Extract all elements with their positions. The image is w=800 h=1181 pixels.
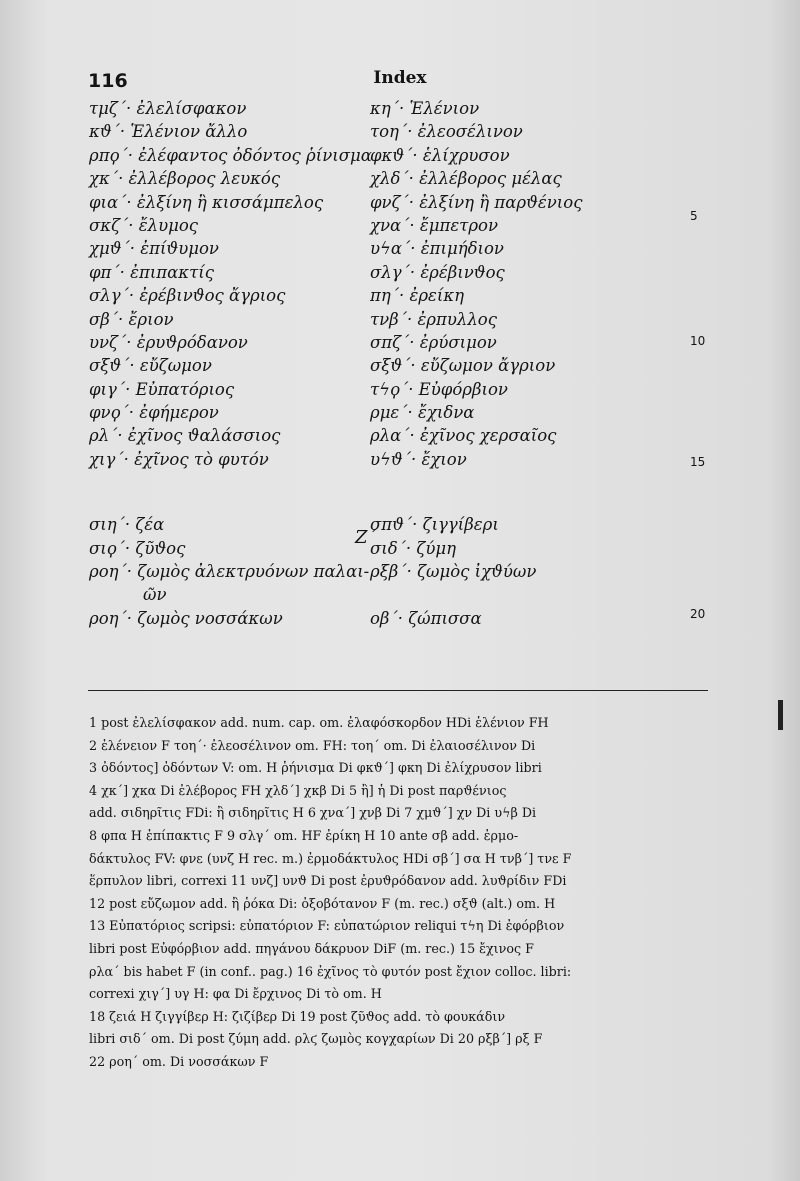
apparatus-line: ρλα΄ bis habet F (in conf.. pag.) 16 ἐχῖνος τὸ φυτόν post ἔχιον colloc. libri: xyxy=(89,963,572,979)
index-entry: φνζ΄· ἐλξίνη ἢ παρϑένιος xyxy=(370,192,583,212)
page-number: 116 xyxy=(88,70,128,92)
section-letter-zeta: Ζ΄ xyxy=(355,527,377,548)
index-entry: ρπϙ΄· ἐλέφαντος ὀδόντος ῥίνισμα xyxy=(89,145,372,165)
index-entry: οβ΄· ζώπισσα xyxy=(370,608,482,628)
index-entry: χμϑ΄· ἐπίϑυμον xyxy=(89,239,219,259)
index-entry: τϟϙ΄· Εὐφόρβιον xyxy=(370,379,508,399)
apparatus-line: 22 ροη΄ om. Di νοσσάκων F xyxy=(89,1053,269,1069)
index-entry: φπ΄· ἐπιπακτίς xyxy=(89,262,214,282)
index-entry: σβ΄· ἔριον xyxy=(89,309,174,329)
index-entry: ρμε΄· ἔχιδνα xyxy=(370,403,475,423)
apparatus-line: δάκτυλος FV: φνε (υνζ H rec. m.) ἐρμοδάκτυλος HDi σβ΄] σα H τνβ΄] τνε F xyxy=(89,850,572,866)
page-title: Index xyxy=(373,68,427,88)
index-entry: υϟα΄· ἐπιμήδιον xyxy=(370,239,504,259)
page-header xyxy=(0,62,800,92)
index-entry: τοη΄· ἐλεοσέλινον xyxy=(370,122,523,142)
index-entry: φιγ΄· Εὐπατόριος xyxy=(89,379,235,399)
index-entry: ρλα΄· ἐχῖνος χερσαῖος xyxy=(370,426,557,446)
apparatus-line: 12 post εὔζωμον add. ἢ ῥόκα Di: ὀξοβότανον F (m. rec.) σξϑ (alt.) om. H xyxy=(89,895,556,911)
index-entry: υϟϑ΄· ἔχιον xyxy=(370,449,467,469)
critical-apparatus xyxy=(89,712,709,1074)
index-entry: σπζ΄· ἐρύσιμον xyxy=(370,332,497,352)
index-entry: σιδ΄· ζύμη xyxy=(370,538,456,558)
apparatus-line: libri post Εὐφόρβιον add. πηγάνου δάκρυον DiF (m. rec.) 15 ἔχινος F xyxy=(89,940,534,956)
apparatus-line: 1 post ἐλελίσφακον add. num. cap. om. ἐλαφόσκορδον HDi ἑλένιον FH xyxy=(89,715,549,730)
apparatus-line: libri σιδ΄ om. Di post ζύμη add. ρλϛ ζωμὸς κογχαρίων Di 20 ρξβ΄] ρξ F xyxy=(89,1031,543,1047)
index-entry: ροη΄· ζωμὸς νοσσάκων xyxy=(89,608,283,628)
index-entry: ρξβ΄· ζωμὸς ἰχϑύων xyxy=(370,562,537,582)
line-number: 20 xyxy=(690,607,706,621)
apparatus-line: add. σιδηρῖτις FDi: ἢ σιδηρῖτις H 6 χνα΄] χνβ Di 7 χμϑ΄] χν Di υϟβ Di xyxy=(89,805,537,821)
index-entry: κϑ΄· Ἑλένιον ἄλλο xyxy=(89,122,248,142)
index-entry: ρλ΄· ἐχῖνος ϑαλάσσιος xyxy=(89,426,281,446)
line-number: 15 xyxy=(690,455,706,469)
apparatus-line: correxi χιγ΄] υγ H: φα Di ἔρχινος Di τὸ om. H xyxy=(89,986,382,1002)
index-entry-empty xyxy=(370,583,690,606)
index-entry: χλδ΄· ἐλλέβορος μέλας xyxy=(370,169,562,189)
line-number: 5 xyxy=(690,209,698,223)
index-entry: σξϑ΄· εὔζωμον ἄγριον xyxy=(370,356,556,376)
index-column-right xyxy=(370,97,690,630)
index-entry: κη΄· Ἑλένιον xyxy=(370,99,480,118)
apparatus-line: ἕρπυλον libri, correxi 11 υνζ] υνϑ Di post ἐρυϑρόδανον add. λυϑρίδιν FDi xyxy=(89,873,567,889)
index-column-left xyxy=(89,97,372,630)
index-entry: ροη΄· ζωμὸς ἀλεκτρυόνων παλαι- xyxy=(89,562,370,582)
index-entry: υνζ΄· ἐρυϑρόδανον xyxy=(89,332,248,352)
apparatus-line: 4 χκ΄] χκα Di ἐλέβορος FH χλδ΄] χκβ Di 5 ἢ] ἡ Di post παρϑένιος xyxy=(89,782,507,798)
index-entry: σλγ΄· ἐρέβινϑος xyxy=(370,262,505,282)
apparatus-line: 18 ζειά H ζιγγίβερ H: ζιζίβερ Di 19 post ζῦϑος add. τὸ φουκάδιν xyxy=(89,1008,506,1024)
index-entry: φνϙ΄· ἐφήμερον xyxy=(89,403,219,423)
apparatus-line: 13 Εὐπατόριος scripsi: εὐπατόριον F: εὐπατώριον reliqui τϟη Di ἐφόρβιον xyxy=(89,918,565,934)
footnote-rule xyxy=(88,690,708,691)
index-entry: φια΄· ἐλξίνη ἢ κισσάμπελος xyxy=(89,192,324,212)
apparatus-line: 3 ὀδόντος] ὀδόντων V: om. H ῥήνισμα Di φκϑ΄] φκη Di ἐλίχρυσον libri xyxy=(89,760,542,776)
index-entry: τνβ΄· ἐρπυλλος xyxy=(370,309,497,329)
index-entry: σξϑ΄· εὔζωμον xyxy=(89,356,212,376)
apparatus-line: 8 φπα H ἐπίπακτις F 9 σλγ΄ om. HF ἐρίκη H 10 ante σβ add. ἐρμο- xyxy=(89,827,519,843)
index-entry: χκ΄· ἐλλέβορος λευκός xyxy=(89,169,281,189)
index-entry: τμζ΄· ἐλελίσφακον xyxy=(89,99,247,118)
index-entry: χνα΄· ἔμπετρον xyxy=(370,215,498,235)
index-entry: σλγ΄· ἐρέβινϑος ἄγριος xyxy=(89,286,286,306)
index-entry: σιϙ΄· ζῦϑος xyxy=(89,538,186,558)
apparatus-line: 2 ἑλένειον F τοη΄· ἐλεοσέλινον om. FH: τοη΄ om. Di ἐλαιοσέλινον Di xyxy=(89,737,536,753)
index-entry: σιη΄· ζέα xyxy=(89,515,165,535)
margin-mark xyxy=(778,700,783,730)
index-entry-continuation: ῶν xyxy=(143,585,167,605)
line-number: 10 xyxy=(690,334,706,348)
index-entry: σκζ΄· ἔλυμος xyxy=(89,215,199,235)
index-entry: φκϑ΄· ἑλίχρυσον xyxy=(370,145,510,165)
index-entry: χιγ΄· ἐχῖνος τὸ φυτόν xyxy=(89,449,269,469)
index-entry: πη΄· ἐρείκη xyxy=(370,286,465,306)
index-entry: σπϑ΄· ζιγγίβερι xyxy=(370,515,499,535)
